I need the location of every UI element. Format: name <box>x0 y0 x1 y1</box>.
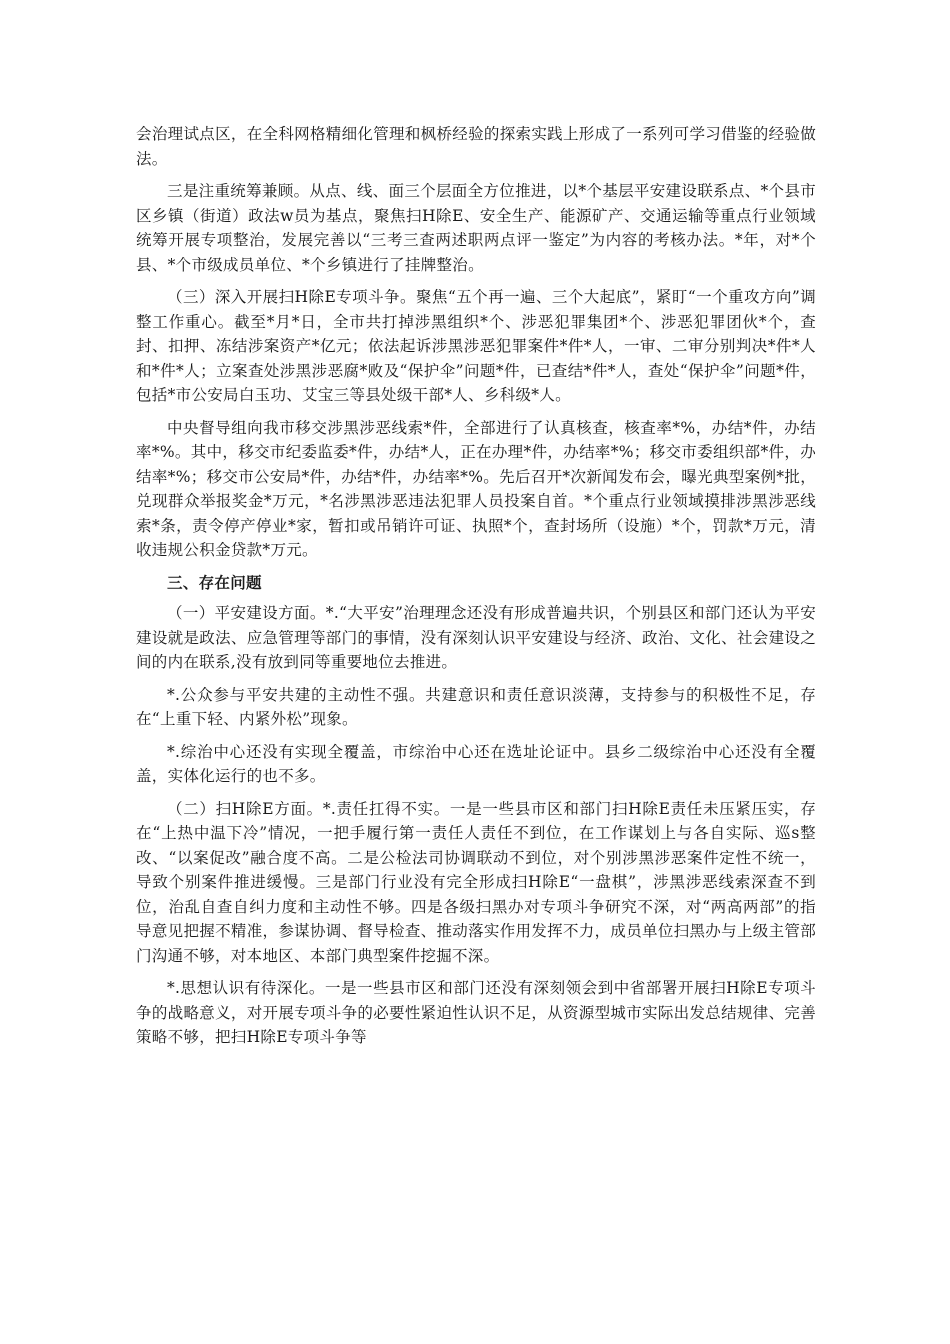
document-page <box>136 122 816 1058</box>
paragraph-overall-planning: 三是注重统筹兼顾。从点、线、面三个层面全方位推进，以*个基层平安建设联系点、*个县市区乡镇（街道）政法w员为基点，聚焦扫H除E、安全生产、能源矿产、交通运输等重点行业领域统筹开展专项整治，发展完善以“三考三查两述职两点评一鉴定”为内容的考核办法。*年，对*个县、*个市级成员单位、*个乡镇进行了挂牌整治。 <box>136 182 816 274</box>
section-heading: 三、存在问题 <box>167 572 262 592</box>
paragraph-clue-verification: 中央督导组向我市移交涉黑涉恶线索*件，全部进行了认真核查，核查率*%，办结*件，办结率*%。其中，移交市纪委监委*件，办结*人，正在办理*件，办结率*%；移交市委组织部*件，办结率*%；移交市公安局*件，办结*件，办结率*%。先后召开*次新闻发布会，曝光典型案例*批，兑现群众举报奖金*万元，*名涉黑涉恶违法犯罪人员投案自首。*个重点行业领域摸排涉黑涉恶线索*条，责令停产停业*家，暂扣或吊销许可证、执照*个，查封场所（设施）*个，罚款*万元，清收违规公积金贷款*万元。 <box>136 418 816 559</box>
paragraph-public-participation: *.公众参与平安共建的主动性不强。共建意识和责任意识淡薄，支持参与的积极性不足，存在“上重下轻、内紧外松”现象。 <box>136 685 816 728</box>
paragraph-safety-construction: （一）平安建设方面。*.“大平安”治理理念还没有形成普遍共识，个别县区和部门还认为平安建设就是政法、应急管理等部门的事情，没有深刻认识平安建设与经济、政治、文化、社会建设之间的内在联系,没有放到同等重要地位去推进。 <box>136 604 816 671</box>
paragraph-awareness: *.思想认识有待深化。一是一些县市区和部门还没有深刻领会到中省部署开展扫H除E专项斗争的战略意义，对开展专项斗争的必要性紧迫性认识不足，从资源型城市实际出发总结规律、完善策略不够，把扫H除E专项斗争等 <box>136 979 816 1046</box>
paragraph-governance-center: *.综治中心还没有实现全覆盖，市综治中心还在选址论证中。县乡二级综治中心还没有全覆盖，实体化运行的也不多。 <box>136 742 816 785</box>
paragraph-special-campaign: （三）深入开展扫H除E专项斗争。聚焦“五个再一遍、三个大起底”，紧盯“一个重攻方向”调整工作重心。截至*月*日，全市共打掉涉黑组织*个、涉恶犯罪集团*个、涉恶犯罪团伙*个，查封、扣押、冻结涉案资产*亿元；依法起诉涉黑涉恶犯罪案件*件*人，一审、二审分别判决*件*人和*件*人；立案查处涉黑涉恶腐*败及“保护伞”问题*件，已查结*件*人，查处“保护伞”问题*件，包括*市公安局白玉功、艾宝三等县处级干部*人、乡科级*人。 <box>136 288 816 404</box>
paragraph-continuation: 会治理试点区，在全科网格精细化管理和枫桥经验的探索实践上形成了一系列可学习借鉴的经验做法。 <box>136 125 816 168</box>
paragraph-responsibility: （二）扫H除E方面。*.责任扛得不实。一是一些县市区和部门扫H除E责任未压紧压实，存在“上热中温下冷”情况，一把手履行第一责任人责任不到位，在工作谋划上与各自实际、巡s整改、“以案促改”融合度不高。二是公检法司协调联动不到位，对个别涉黑涉恶案件定性不统一，导致个别案件推进缓慢。三是部门行业没有完全形成扫H除E“一盘棋”，涉黑涉恶线索深查不到位，治乱自查自纠力度和主动性不够。四是各级扫黑办对专项斗争研究不深，对“两高两部”的指导意见把握不精准，参谋协调、督导检查、推动落实作用发挥不力，成员单位扫黑办与上级主管部门沟通不够，对本地区、本部门典型案件挖掘不深。 <box>136 799 816 965</box>
